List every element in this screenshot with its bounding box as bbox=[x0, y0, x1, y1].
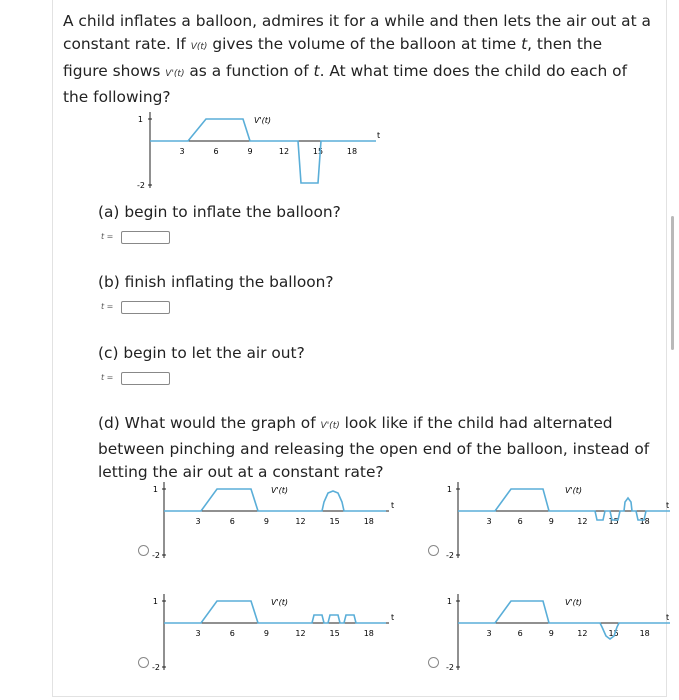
scrollbar[interactable] bbox=[671, 216, 674, 350]
x-tick-15: 15 bbox=[312, 147, 324, 156]
part-d-text: (d) What would the graph of V'(t) look like if the child had alternated between pinching and releasing the open end of the balloon, instead of letting the air out at a constant rate? bbox=[98, 414, 650, 481]
part-c-answer-input[interactable] bbox=[121, 372, 170, 385]
axis-var-t: t bbox=[391, 501, 395, 510]
x-tick-18: 18 bbox=[639, 517, 650, 526]
axis-var-t: t bbox=[391, 613, 395, 622]
x-tick-3: 3 bbox=[195, 629, 201, 638]
v-prime-curve bbox=[458, 489, 670, 520]
v-prime-label: V'(t) bbox=[165, 68, 185, 79]
option-graph-d bbox=[440, 590, 676, 675]
x-tick-6: 6 bbox=[229, 517, 235, 526]
main-graph bbox=[130, 108, 380, 193]
question-line-2: constant rate. If V(t) gives the volume of the balloon at time t, then the bbox=[63, 35, 603, 54]
v-prime-label: V'(t) bbox=[320, 421, 340, 431]
x-tick-12: 12 bbox=[577, 629, 588, 638]
option-c-radio[interactable] bbox=[138, 657, 149, 668]
part-b-text: (b) finish inflating the balloon? bbox=[98, 273, 334, 291]
x-tick-18: 18 bbox=[363, 629, 374, 638]
fn-label: V'(t) bbox=[254, 116, 272, 125]
option-graph-b bbox=[440, 478, 676, 563]
x-tick-3: 3 bbox=[195, 517, 201, 526]
part-c-t-label: t = bbox=[101, 373, 114, 382]
x-tick-12: 12 bbox=[278, 147, 290, 156]
x-tick-15: 15 bbox=[608, 629, 619, 638]
x-tick-6: 6 bbox=[517, 629, 523, 638]
y-tick-bottom: -2 bbox=[446, 663, 454, 672]
x-tick-15: 15 bbox=[608, 517, 619, 526]
y-tick-bottom: -2 bbox=[152, 663, 160, 672]
x-tick-6: 6 bbox=[213, 147, 219, 156]
question-line-4: the following? bbox=[63, 87, 171, 106]
axis-var-t: t bbox=[666, 613, 670, 622]
y-tick-bottom: -2 bbox=[446, 551, 454, 560]
y-tick-bottom: -2 bbox=[137, 181, 145, 190]
x-tick-3: 3 bbox=[486, 517, 492, 526]
option-graph-c bbox=[146, 590, 401, 675]
x-tick-12: 12 bbox=[577, 517, 588, 526]
axis-var-t: t bbox=[377, 131, 380, 140]
x-tick-3: 3 bbox=[179, 147, 185, 156]
y-tick-top: 1 bbox=[137, 115, 143, 124]
x-tick-9: 9 bbox=[263, 517, 269, 526]
x-tick-18: 18 bbox=[346, 147, 358, 156]
option-graph-a bbox=[146, 478, 401, 563]
part-b-answer-input[interactable] bbox=[121, 301, 170, 314]
x-tick-18: 18 bbox=[639, 629, 650, 638]
option-b-radio[interactable] bbox=[428, 545, 439, 556]
option-a-radio[interactable] bbox=[138, 545, 149, 556]
part-a-answer-input[interactable] bbox=[121, 231, 170, 244]
v-of-t-label: V(t) bbox=[190, 42, 208, 53]
y-tick-top: 1 bbox=[446, 597, 452, 606]
part-a-t-label: t = bbox=[101, 232, 114, 241]
axis-var-t: t bbox=[666, 501, 670, 510]
x-tick-3: 3 bbox=[486, 629, 492, 638]
question-text bbox=[63, 10, 663, 109]
y-tick-top: 1 bbox=[152, 485, 158, 494]
x-tick-9: 9 bbox=[263, 629, 269, 638]
part-c-text: (c) begin to let the air out? bbox=[98, 344, 305, 362]
y-tick-top: 1 bbox=[446, 485, 452, 494]
fn-label: V'(t) bbox=[565, 486, 583, 495]
x-tick-9: 9 bbox=[548, 517, 554, 526]
x-tick-15: 15 bbox=[329, 629, 340, 638]
x-tick-12: 12 bbox=[295, 517, 306, 526]
option-d-radio[interactable] bbox=[428, 657, 439, 668]
question-line-3: figure shows V'(t) as a function of t. At what time does the child do each of bbox=[63, 61, 627, 80]
y-tick-bottom: -2 bbox=[152, 551, 160, 560]
x-tick-6: 6 bbox=[517, 517, 523, 526]
x-tick-9: 9 bbox=[247, 147, 253, 156]
part-a-text: (a) begin to inflate the balloon? bbox=[98, 203, 341, 221]
fn-label: V'(t) bbox=[271, 486, 289, 495]
x-tick-6: 6 bbox=[229, 629, 235, 638]
x-tick-12: 12 bbox=[295, 629, 306, 638]
question-line-1: A child inflates a balloon, admires it for a while and then lets the air out at a bbox=[63, 12, 651, 30]
part-b-t-label: t = bbox=[101, 302, 114, 311]
x-tick-15: 15 bbox=[329, 517, 340, 526]
fn-label: V'(t) bbox=[565, 598, 583, 607]
x-tick-9: 9 bbox=[548, 629, 554, 638]
fn-label: V'(t) bbox=[271, 598, 289, 607]
x-tick-18: 18 bbox=[363, 517, 374, 526]
y-tick-top: 1 bbox=[152, 597, 158, 606]
